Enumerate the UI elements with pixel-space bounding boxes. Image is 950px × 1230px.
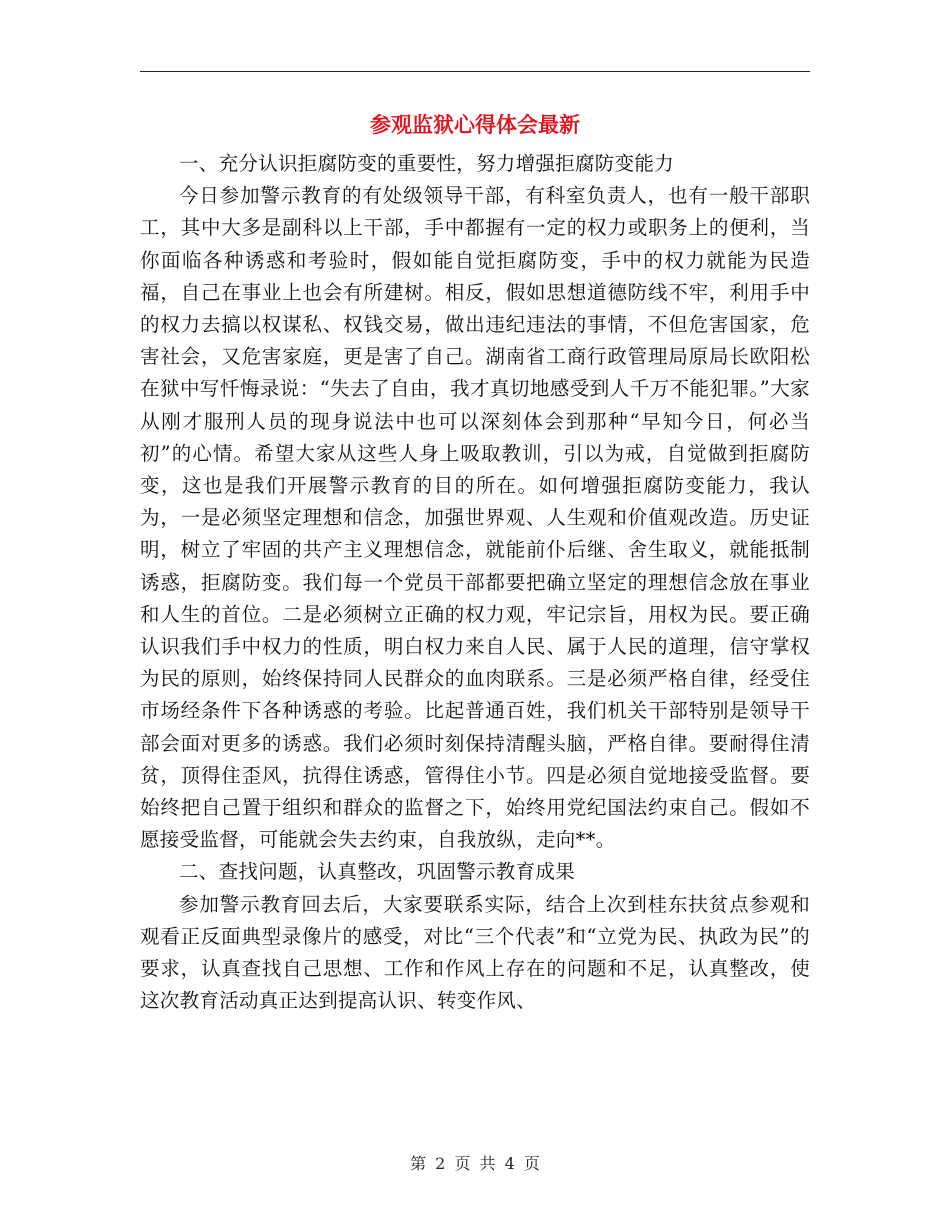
section-paragraph-1: 今日参加警示教育的有处级领导干部，有科室负责人，也有一般干部职工，其中大多是副科以上干部，手中都握有一定的权力或职务上的便利，当你面临各种诱惑和考验时，假如能自觉拒腐防变，手中的权力就能为民造福，自己在事业上也会有所建树。相反，假如思想道德防线不牢，利用手中的权力去搞以权谋私、权钱交易，做出违纪违法的事情，不但危害国家，危害社会，又危害家庭，更是害了自己。湖南省工商行政管理局原局长欧阳松 在狱中写忏悔录说：“失去了自由，我才真切地感受到人千万不能犯罪。”大家从刚才服刑人员的现身说法中也可以深刻体会到那种“早知今日，何必当初”的心情。希望大家从这些人身上吸取教训，引以为戒，自觉做到拒腐防变，这也是我们开展警示教育的目的所在。如何增强拒腐防变能力，我认为，一是必须坚定理想和信念，加强世界观、人生观和价值观改造。历史证明，树立了牢固的共产主义理想信念，就能前仆后继、舍生取义，就能抵制诱惑，拒腐防变。我们每一个党员干部都要把确立坚定的理想信念放在事业和人生的首位。二是必须树立正确的权力观，牢记宗旨，用权为民。要正确认识我们手中权力的性质，明白权力来自人民、属于人民的道理，信守掌权为民的原则，始终保持同人民群众的血肉联系。三是必须严格自律，经受住市场经条件下各种诱惑的考验。比起普通百姓，我们机关干部特别是领导干部会面对更多的诱惑。我们必须时刻保持清醒头脑，严格自律。要耐得住清贫，顶得住歪风，抗得住诱惑，管得住小节。四是必须自觉地接受监督。要始终把自己置于组织和群众的监督之下，始终用党纪国法约束自己。假如不愿接受监督，可能就会失去约束，自我放纵，走向**。 — [140, 184, 810, 852]
section-paragraph-2: 参加警示教育回去后，大家要联系实际，结合上次到桂东扶贫点参观和观看正反面典型录像片的感受，对比“三个代表”和“立党为民、执政为民”的要求，认真查找自己思想、工作和作风上存在的问题和不足，认真整改，使这次教育活动真正达到提高认识、转变作风、 — [140, 892, 810, 1013]
document-body — [140, 148, 810, 1017]
document-title: 参观监狱心得体会最新 — [370, 113, 580, 137]
header-rule — [140, 71, 810, 72]
page-number: 第 2 页 共 4 页 — [410, 1154, 540, 1173]
section-heading-1: 一、充分认识拒腐防变的重要性，努力增强拒腐防变能力 — [179, 152, 675, 175]
section-heading-2: 二、查找问题，认真整改，巩固警示教育成果 — [179, 860, 576, 884]
